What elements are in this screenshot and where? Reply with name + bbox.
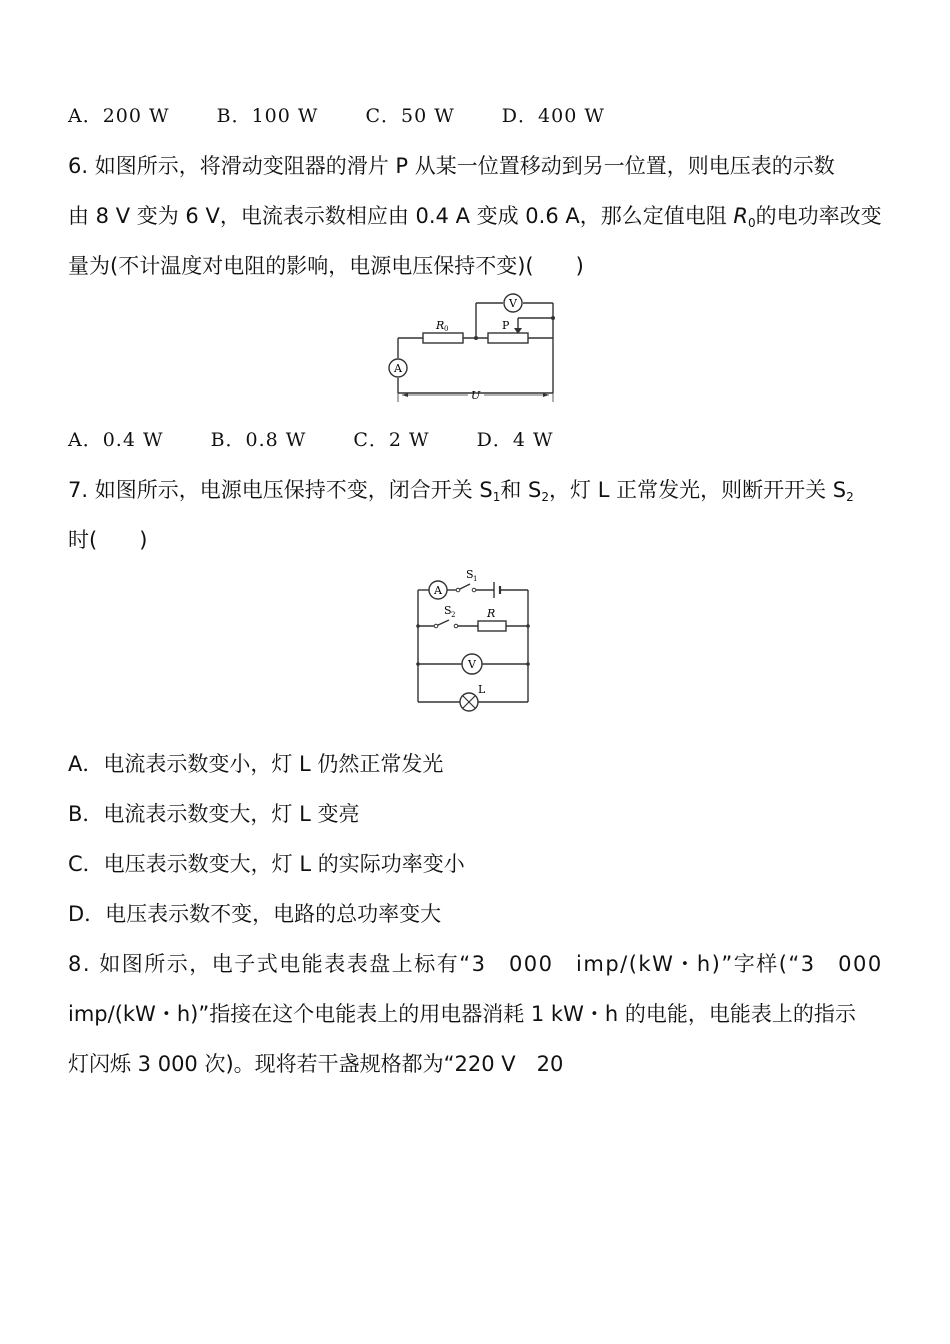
svg-text:V: V: [509, 297, 517, 310]
svg-text:L: L: [478, 683, 486, 696]
q7-option-b: B．电流表示数变大，灯 L 变亮: [68, 802, 360, 826]
q7-circuit-figure: [412, 568, 536, 714]
q5-options: [68, 102, 645, 130]
svg-text:2: 2: [451, 611, 456, 619]
svg-text:A: A: [434, 584, 442, 597]
svg-text:A: A: [394, 362, 402, 375]
q5-option-b: B．100 W: [216, 105, 319, 127]
svg-text:S: S: [466, 568, 474, 581]
q8-line3: 灯闪烁 3 000 次)。现将若干盏规格都为“220 V 20: [68, 1052, 564, 1076]
svg-text:1: 1: [473, 575, 478, 583]
q6-option-c: C．2 W: [353, 429, 430, 451]
svg-text:R: R: [436, 319, 445, 332]
q6-option-d: D．4 W: [476, 429, 554, 451]
svg-text:U: U: [471, 389, 481, 402]
resistor-r: [478, 621, 506, 631]
q5-option-d: D．400 W: [501, 105, 605, 127]
q6-line3: 量为(不计温度对电阻的影响，电源电压保持不变)( ): [68, 254, 584, 278]
svg-text:V: V: [468, 658, 476, 671]
q5-option-c: C．50 W: [365, 105, 455, 127]
q7-option-d: D．电压表示数不变，电路的总功率变大: [68, 902, 442, 926]
rheostat: [488, 333, 528, 343]
r0-symbol: R: [733, 204, 748, 228]
svg-text:R: R: [487, 607, 496, 620]
q8-line2: imp/(kW・h)”指接在这个电能表上的用电器消耗 1 kW・h 的电能，电能表上的指示: [68, 1002, 856, 1026]
svg-text:0: 0: [444, 325, 449, 333]
q6-option-b: B．0.8 W: [210, 429, 307, 451]
svg-text:S: S: [444, 604, 452, 617]
r0-resistor: [423, 333, 463, 343]
q7-option-c: C．电压表示数变大，灯 L 的实际功率变小: [68, 852, 465, 876]
q6-options: [68, 426, 594, 454]
q7-line2: 时( ): [68, 528, 148, 552]
q6-circuit-figure: [380, 290, 570, 408]
q5-option-a: A．200 W: [68, 105, 170, 127]
q7-option-a: A．电流表示数变小，灯 L 仍然正常发光: [68, 752, 444, 776]
svg-text:P: P: [502, 319, 510, 332]
q8-line1: 8. 如图所示，电子式电能表表盘上标有“3 000 imp/(kW・h)”字样(“3 000: [68, 952, 883, 976]
q6-option-a: A．0.4 W: [68, 429, 164, 451]
lamp-icon: [460, 693, 478, 711]
q7-line1: 7. 如图所示，电源电压保持不变，闭合开关 $S_1$和 $S_2$，灯 L 正常发光，则断开开关 $S_2$: [68, 478, 854, 504]
q6-line1: 6. 如图所示，将滑动变阻器的滑片 P 从某一位置移动到另一位置，则电压表的示数: [68, 154, 835, 178]
q6-line2: 由 8 V 变为 6 V，电流表示数相应由 0.4 A 变成 0.6 A，那么定值电阻 $R_0$的电功率改变: [68, 204, 882, 230]
